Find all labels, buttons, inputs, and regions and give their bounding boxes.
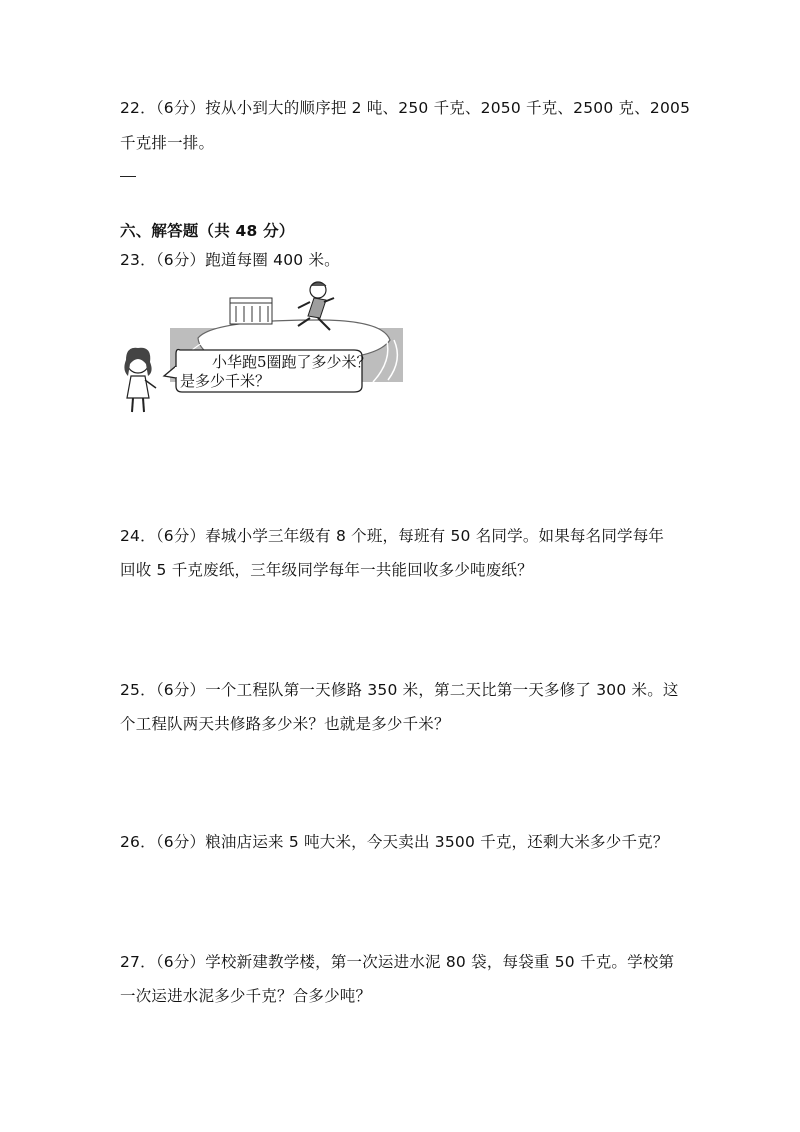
building-icon [230, 298, 272, 324]
q25-line2: 个工程队两天共修路多少米？也就是多少千米？ [120, 715, 450, 733]
bubble-line1: 小华跑5圈跑了多少米？ [212, 353, 372, 371]
q27-line1: 27．（6分）学校新建教学楼，第一次运进水泥 80 袋，每袋重 50 千克。学校第 [120, 953, 675, 971]
running-track-illustration [118, 280, 408, 420]
girl-icon [124, 348, 156, 412]
section-title: 六、解答题（共 48 分） [120, 222, 295, 240]
q22-line1: 22．（6分）按从小到大的顺序把 2 吨、250 千克、2050 千克、2500 克、2005 [120, 99, 691, 117]
q23-text: 23．（6分）跑道每圈 400 米。 [120, 251, 340, 269]
q24-line2: 回收 5 千克废纸，三年级同学每年一共能回收多少吨废纸？ [120, 561, 533, 579]
answer-blank [120, 176, 136, 177]
q26-line1: 26．（6分）粮油店运来 5 吨大米，今天卖出 3500 千克，还剩大米多少千克？ [120, 833, 669, 851]
track-drawing [118, 280, 408, 420]
q27-line2: 一次运进水泥多少千克？合多少吨？ [120, 987, 372, 1005]
q24-line1: 24．（6分）春城小学三年级有 8 个班，每班有 50 名同学。如果每名同学每年 [120, 527, 665, 545]
q25-line1: 25．（6分）一个工程队第一天修路 350 米，第二天比第一天多修了 300 米。这 [120, 681, 679, 699]
q22-line2: 千克排一排。 [120, 134, 215, 152]
bubble-line2: 是多少千米？ [180, 372, 271, 390]
